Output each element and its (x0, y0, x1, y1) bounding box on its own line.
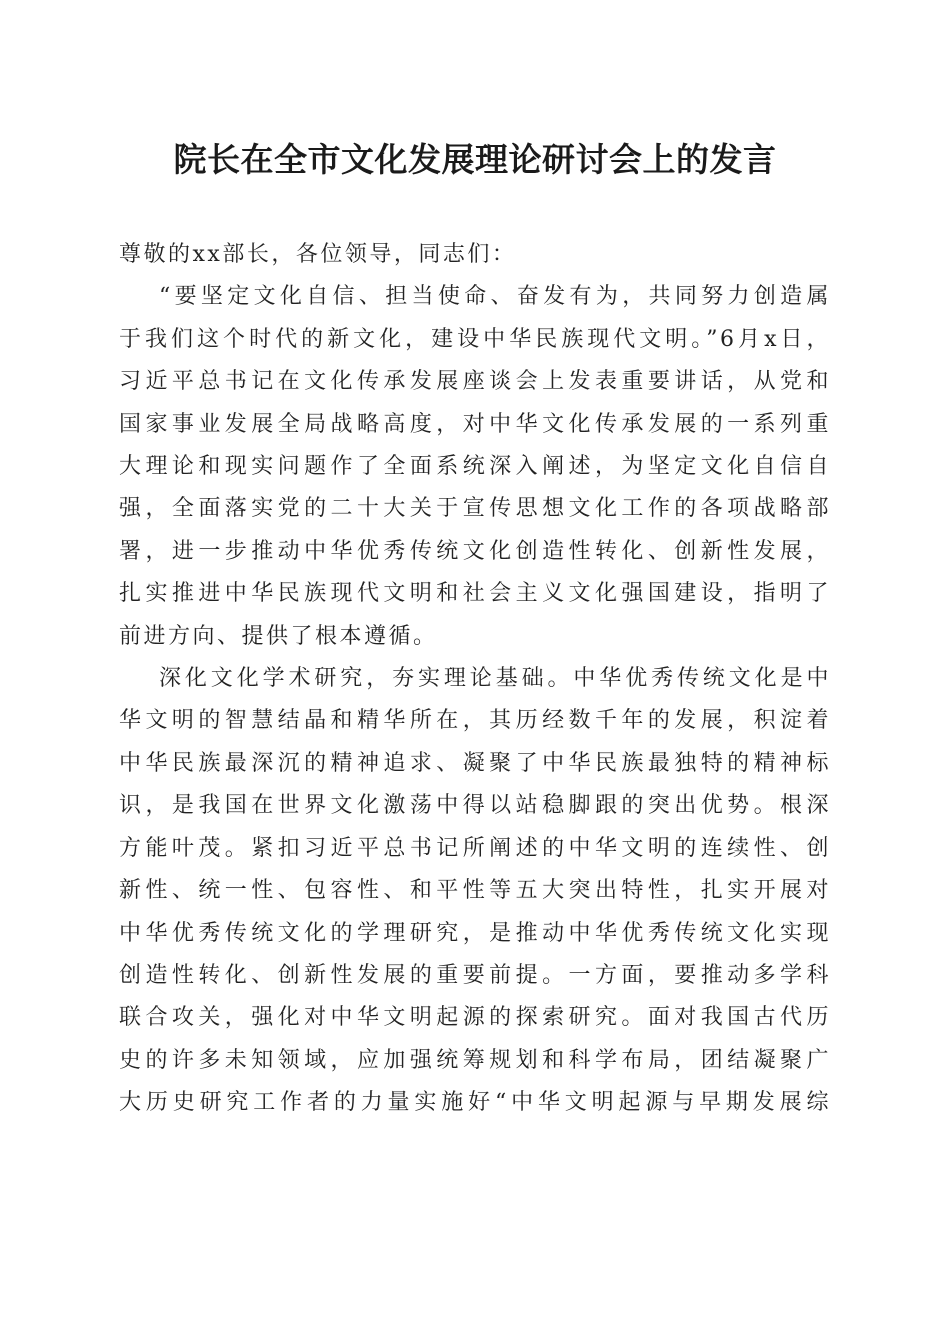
salutation: 尊敬的xx部长，各位领导，同志们： (119, 242, 517, 267)
document-title: 院长在全市文化发展理论研讨会上的发言 (173, 140, 777, 179)
paragraph-line: 创造性转化、创新性发展的重要前提。一方面，要推动多学科 (119, 962, 831, 988)
paragraph-line: 方能叶茂。紧扣习近平总书记所阐述的中华文明的连续性、创 (119, 835, 831, 861)
paragraph-line: 于我们这个时代的新文化，建设中华民族现代文明。”6月x日， (119, 326, 831, 352)
paragraph-line: 识，是我国在世界文化激荡中得以站稳脚跟的突出优势。根深 (119, 793, 831, 819)
paragraph-line: “要坚定文化自信、担当使命、奋发有为，共同努力创造属 (159, 284, 831, 310)
paragraph-line: 前进方向、提供了根本遵循。 (119, 623, 438, 649)
paragraph-line: 新性、统一性、包容性、和平性等五大突出特性，扎实开展对 (119, 878, 831, 904)
paragraph-line: 史的许多未知领域，应加强统筹规划和科学布局，团结凝聚广 (119, 1047, 831, 1073)
paragraph-line: 中华民族最深沉的精神追求、凝聚了中华民族最独特的精神标 (119, 750, 831, 776)
paragraph-line: 强，全面落实党的二十大关于宣传思想文化工作的各项战略部 (119, 496, 831, 522)
paragraph-line: 大历史研究工作者的力量实施好“中华文明起源与早期发展综 (119, 1090, 831, 1116)
paragraph-line: 国家事业发展全局战略高度，对中华文化传承发展的一系列重 (119, 411, 831, 437)
paragraph-line: 华文明的智慧结晶和精华所在，其历经数千年的发展，积淀着 (119, 708, 831, 734)
paragraph-line: 深化文化学术研究，夯实理论基础。中华优秀传统文化是中 (159, 666, 831, 692)
paragraph-line: 扎实推进中华民族现代文明和社会主义文化强国建设，指明了 (119, 581, 831, 607)
paragraph-line: 联合攻关，强化对中华文明起源的探索研究。面对我国古代历 (119, 1005, 831, 1031)
paragraph-1 (119, 276, 831, 658)
paragraph-2 (119, 658, 831, 1124)
paragraph-line: 署，进一步推动中华优秀传统文化创造性转化、创新性发展， (119, 538, 831, 564)
paragraph-line: 习近平总书记在文化传承发展座谈会上发表重要讲话，从党和 (119, 369, 831, 395)
paragraph-line: 中华优秀传统文化的学理研究，是推动中华优秀传统文化实现 (119, 920, 831, 946)
paragraph-line: 大理论和现实问题作了全面系统深入阐述，为坚定文化自信自 (119, 454, 831, 480)
document-body (119, 234, 831, 1125)
